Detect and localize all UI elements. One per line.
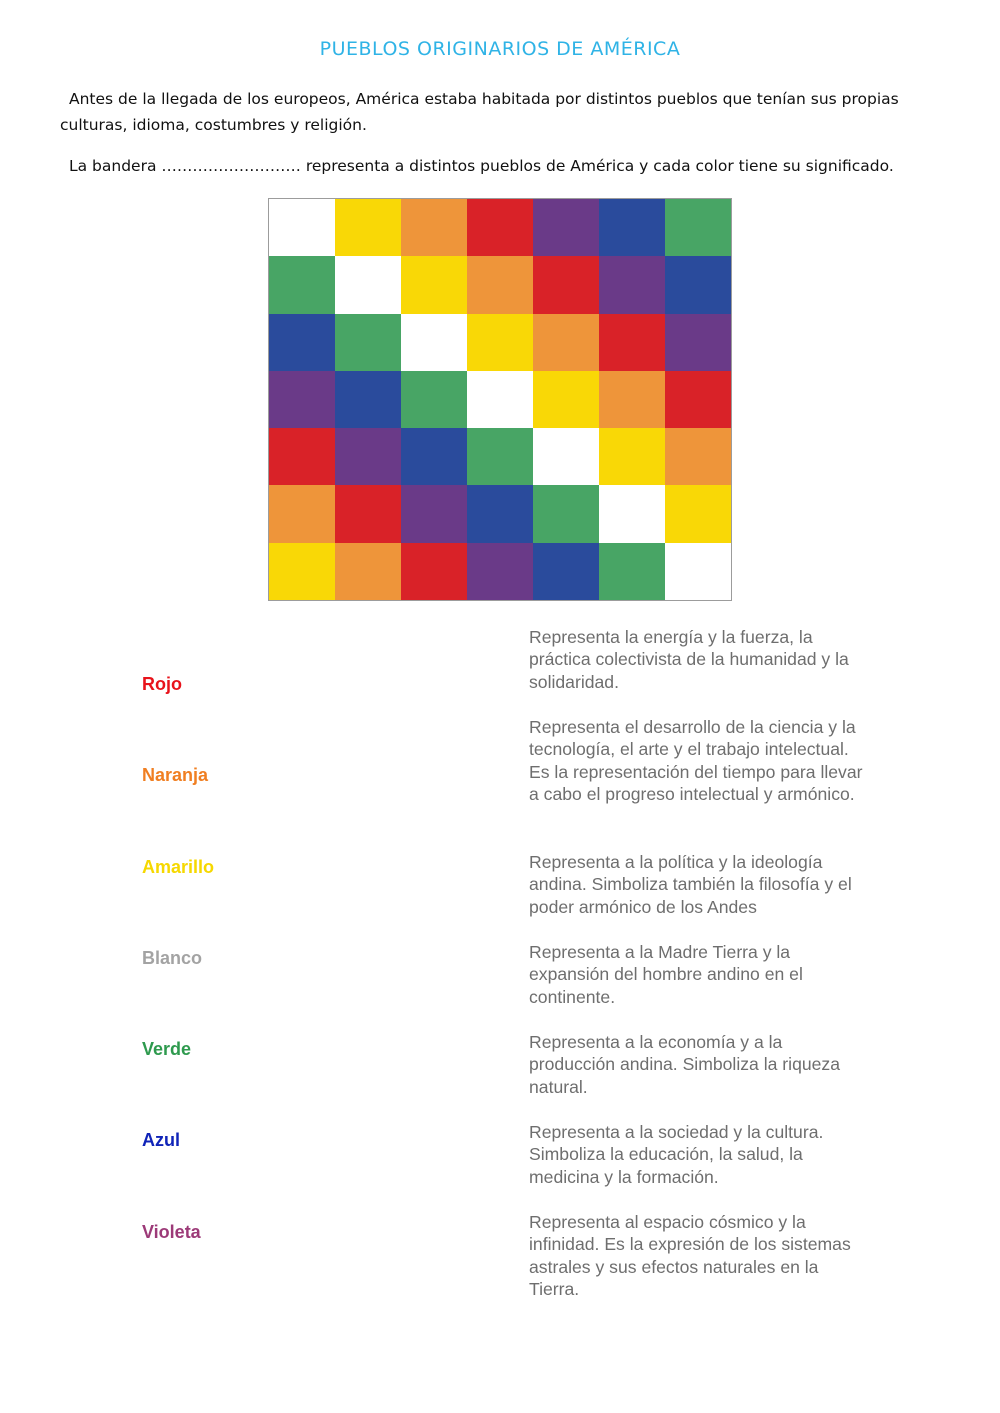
flag-cell-red [269,428,335,485]
flag-cell-violet [269,371,335,428]
flag-cell-red [335,485,401,542]
flag-cell-violet [467,543,533,600]
flag-cell-violet [599,256,665,313]
color-name: Azul [142,1130,180,1150]
flag-cell-violet [335,428,401,485]
flag-cell-green [467,428,533,485]
color-name: Verde [142,1039,192,1059]
flag-cell-violet [665,314,731,371]
flag-cell-blue [533,543,599,600]
flag-cell-blue [335,371,401,428]
flag-cell-yellow [335,199,401,256]
flag-cell-yellow [269,543,335,600]
flag-cell-blue [467,485,533,542]
flag-cell-red [401,543,467,600]
flag-cell-orange [401,199,467,256]
flag-cell-blue [599,199,665,256]
color-name: Amarillo [142,857,215,877]
color-description: Representa a la Madre Tierra y la expansión del hombre andino en el continente. [529,942,803,1007]
flag-cell-orange [665,428,731,485]
flag-cell-orange [467,256,533,313]
flag-cell-orange [533,314,599,371]
flag-cell-green [533,485,599,542]
flag-cell-yellow [401,256,467,313]
color-name: Blanco [142,948,203,968]
flag-cell-red [599,314,665,371]
flag-cell-white [335,256,401,313]
flag-cell-orange [269,485,335,542]
flag-cell-orange [599,371,665,428]
flag-cell-blue [401,428,467,485]
flag-cell-white [269,199,335,256]
intro-paragraph: Antes de la llegada de los europeos, América estaba habitada por distintos pueblos que tenían sus propias culturas, idioma, costumbres y religión. [60,90,899,134]
flag-paragraph: La bandera ……………………… representa a distintos pueblos de América y cada color tiene su significado. [69,157,894,175]
flag-cell-green [665,199,731,256]
flag-cell-yellow [599,428,665,485]
flag-cell-orange [335,543,401,600]
flag-cell-yellow [665,485,731,542]
color-description: Representa al espacio cósmico y la infinidad. Es la expresión de los sistemas astrales y sus efectos naturales en la Tierra. [529,1212,851,1299]
color-description: Representa a la economía y a la producción andina. Simboliza la riqueza natural. [529,1032,841,1097]
flag-cell-green [335,314,401,371]
flag-cell-white [467,371,533,428]
flag-cell-white [665,543,731,600]
flag-cell-red [467,199,533,256]
flag-cell-white [401,314,467,371]
flag-cell-blue [269,314,335,371]
color-name: Rojo [142,674,182,694]
color-name: Violeta [142,1222,201,1242]
color-description: Representa a la política y la ideología andina. Simboliza también la filosofía y el poder armónico de los Andes [529,852,852,917]
color-description: Representa la energía y la fuerza, la práctica colectivista de la humanidad y la solidaridad. [529,627,849,692]
color-description: Representa a la sociedad y la cultura. Simboliza la educación, la salud, la medicina y la formación. [529,1122,824,1187]
flag-cell-blue [665,256,731,313]
flag-cell-violet [401,485,467,542]
flag-cell-yellow [467,314,533,371]
page-title: PUEBLOS ORIGINARIOS DE AMÉRICA [319,38,681,60]
flag-cell-green [599,543,665,600]
flag-cell-red [665,371,731,428]
color-name: Naranja [142,765,209,785]
flag-cell-white [533,428,599,485]
flag-cell-yellow [533,371,599,428]
flag-cell-violet [533,199,599,256]
flag-cell-red [533,256,599,313]
color-description: Representa el desarrollo de la ciencia y la tecnología, el arte y el trabajo intelectual. Es la representación del tiempo para llevar a cabo el progreso intelectual y armónico. [529,717,863,804]
flag-cell-green [401,371,467,428]
flag-cell-white [599,485,665,542]
wiphala-flag [268,198,732,601]
flag-cell-green [269,256,335,313]
